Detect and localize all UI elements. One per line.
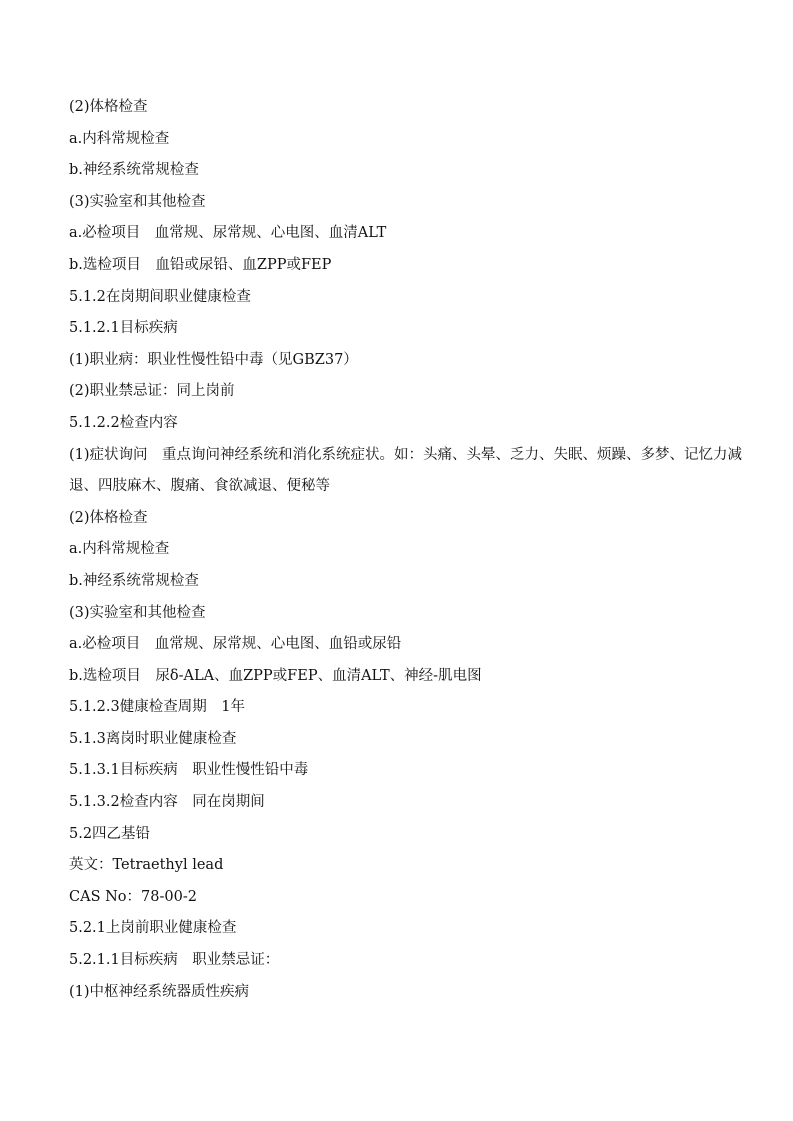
text-line: a.必检项目 血常规、尿常规、心电图、血铅或尿铅 [69, 636, 402, 653]
text-line: b.神经系统常规检查 [69, 572, 199, 589]
subsection-heading: 5.1.2.3健康检查周期 1年 [69, 699, 245, 716]
subsection-heading: 5.1.3.1目标疾病 职业性慢性铅中毒 [69, 762, 309, 779]
text-line: (1)中枢神经系统器质性疾病 [69, 983, 250, 1000]
text-line: a.必检项目 血常规、尿常规、心电图、血清ALT [69, 225, 387, 242]
text-line: b.选检项目 尿δ-ALA、血ZPP或FEP、血清ALT、神经-肌电图 [69, 667, 482, 684]
text-line: CAS No：78-00-2 [69, 888, 197, 905]
subsection-heading: 5.1.3.2检查内容 同在岗期间 [69, 794, 265, 811]
text-line: (3)实验室和其他检查 [69, 604, 206, 621]
text-paragraph: (1)症状询问 重点询问神经系统和消化系统症状。如：头痛、头晕、乏力、失眠、烦躁、多梦、记忆力减退、四肢麻木、腹痛、食欲减退、便秘等 [69, 446, 743, 495]
section-heading: 5.1.2在岗期间职业健康检查 [69, 288, 251, 305]
text-line: b.神经系统常规检查 [69, 162, 199, 179]
text-line: (2)体格检查 [69, 99, 148, 115]
text-line: (1)职业病：职业性慢性铅中毒（见GBZ37） [69, 351, 358, 368]
section-heading: 5.2.1上岗前职业健康检查 [69, 920, 237, 937]
text-line: a.内科常规检查 [69, 130, 170, 147]
section-heading: 5.1.3离岗时职业健康检查 [69, 730, 237, 747]
text-line: a.内科常规检查 [69, 541, 170, 558]
document-page [69, 92, 745, 1008]
subsection-heading: 5.2.1.1目标疾病 职业禁忌证： [69, 952, 280, 969]
subsection-heading: 5.1.2.2检查内容 [69, 414, 178, 431]
text-line: b.选检项目 血铅或尿铅、血ZPP或FEP [69, 256, 332, 273]
subsection-heading: 5.1.2.1目标疾病 [69, 320, 178, 337]
text-line: (2)体格检查 [69, 509, 148, 526]
text-line: (2)职业禁忌证：同上岗前 [69, 383, 235, 400]
text-line: (3)实验室和其他检查 [69, 193, 206, 210]
section-heading: 5.2四乙基铅 [69, 825, 151, 842]
text-line: 英文：Tetraethyl lead [69, 857, 224, 874]
